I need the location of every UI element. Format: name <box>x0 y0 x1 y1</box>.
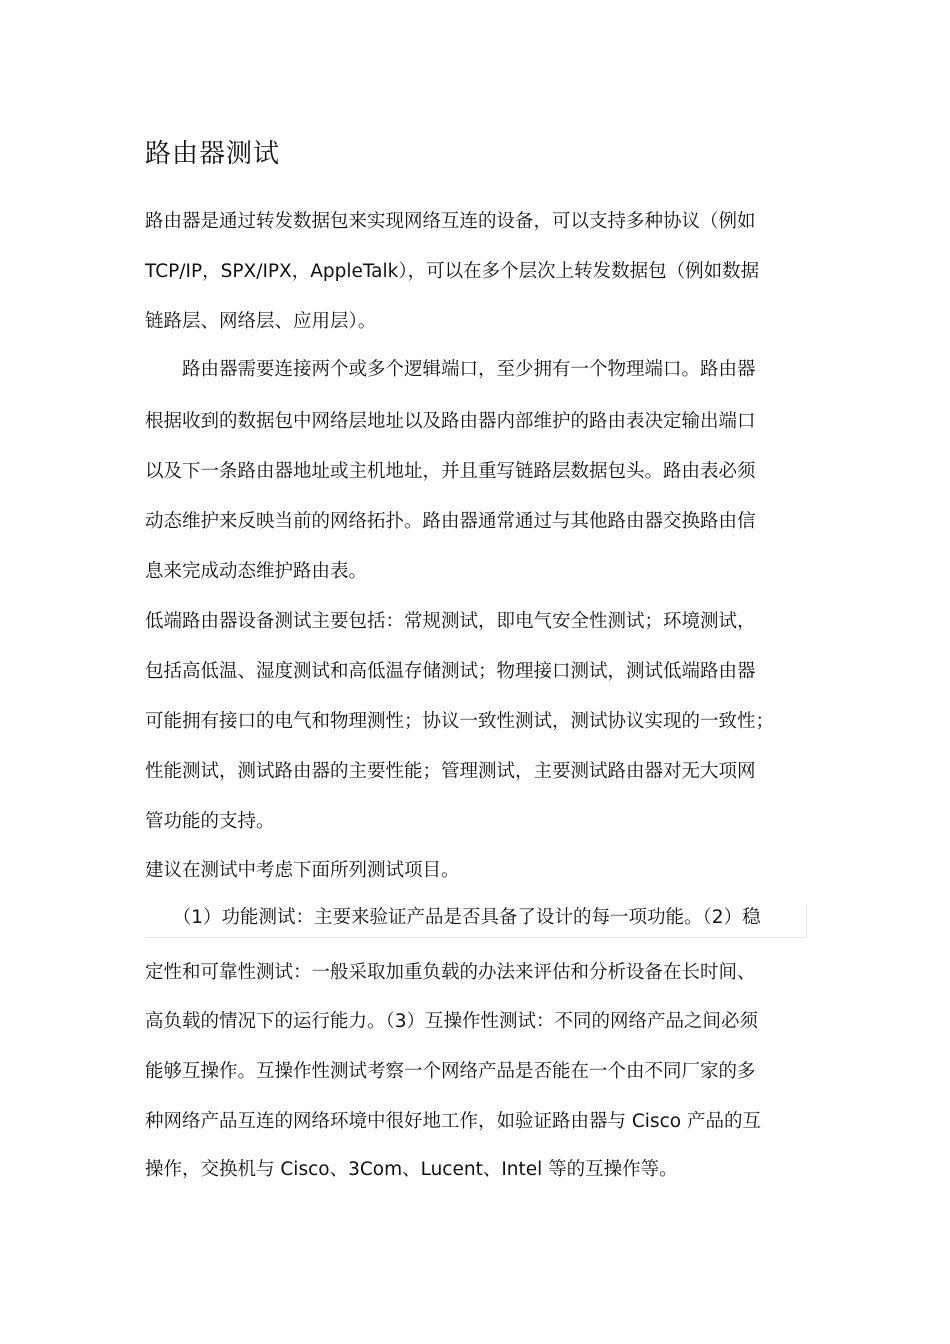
paragraph-line: 高负载的情况下的运行能力。（3）互操作性测试：不同的网络产品之间必须 <box>145 1011 759 1032</box>
paragraph-line: 低端路由器设备测试主要包括：常规测试，即电气安全性测试；环境测试， <box>145 611 756 632</box>
paragraph-line: 定性和可靠性测试：一般采取加重负载的办法来评估和分析设备在长时间、 <box>145 962 756 983</box>
paragraph-line: 链路层、网络层、应用层）。 <box>145 311 377 332</box>
paragraph-line: TCP/IP，SPX/IPX，AppleTalk），可以在多个层次上转发数据包（例如数据 <box>145 261 760 282</box>
underlined-term-text: 功能测试 <box>221 907 296 928</box>
paragraph-boundary-edge <box>806 904 807 938</box>
page-title: 路由器测试 <box>145 139 281 169</box>
item-prefix: （1） <box>145 907 222 928</box>
test-items-line <box>145 904 807 932</box>
paragraph-line: 以及下一条路由器地址或主机地址，并且重写链路层数据包头。路由表必须 <box>145 461 756 482</box>
paragraph-line: 息来完成动态维护路由表。 <box>145 561 368 582</box>
paragraph-line: 操作，交换机与 Cisco、3Com、Lucent、Intel 等的互操作等。 <box>145 1159 678 1180</box>
paragraph-line: 路由器需要连接两个或多个逻辑端口，至少拥有一个物理端口。路由器 <box>145 359 756 380</box>
paragraph-line: 管功能的支持。 <box>145 811 275 832</box>
paragraph-line: 动态维护来反映当前的网络拓扑。路由器通常通过与其他路由器交换路由信 <box>145 511 756 532</box>
paragraph-line: 可能拥有接口的电气和物理测性；协议一致性测试，测试协议实现的一致性； <box>145 711 775 732</box>
paragraph-line: 路由器是通过转发数据包来实现网络互连的设备，可以支持多种协议（例如 <box>145 211 756 232</box>
paragraph-line: 种网络产品互连的网络环境中很好地工作，如验证路由器与 Cisco 产品的互 <box>145 1111 761 1132</box>
paragraph-line: 能够互操作。互操作性测试考察一个网络产品是否能在一个由不同厂家的多 <box>145 1061 756 1082</box>
paragraph-line: 包括高低温、湿度测试和高低温存储测试；物理接口测试，测试低端路由器 <box>145 661 756 682</box>
paragraph-line: 建议在测试中考虑下面所列测试项目。 <box>145 860 460 881</box>
paragraph-line: 性能测试，测试路由器的主要性能；管理测试，主要测试路由器对无大项网 <box>145 761 756 782</box>
paragraph-boundary <box>145 937 807 938</box>
paragraph-line: 根据收到的数据包中网络层地址以及路由器内部维护的路由表决定输出端口 <box>145 411 756 432</box>
underlined-term <box>222 904 296 932</box>
item-rest: ：主要来验证产品是否具备了设计的每一项功能。（2）稳 <box>295 907 761 928</box>
